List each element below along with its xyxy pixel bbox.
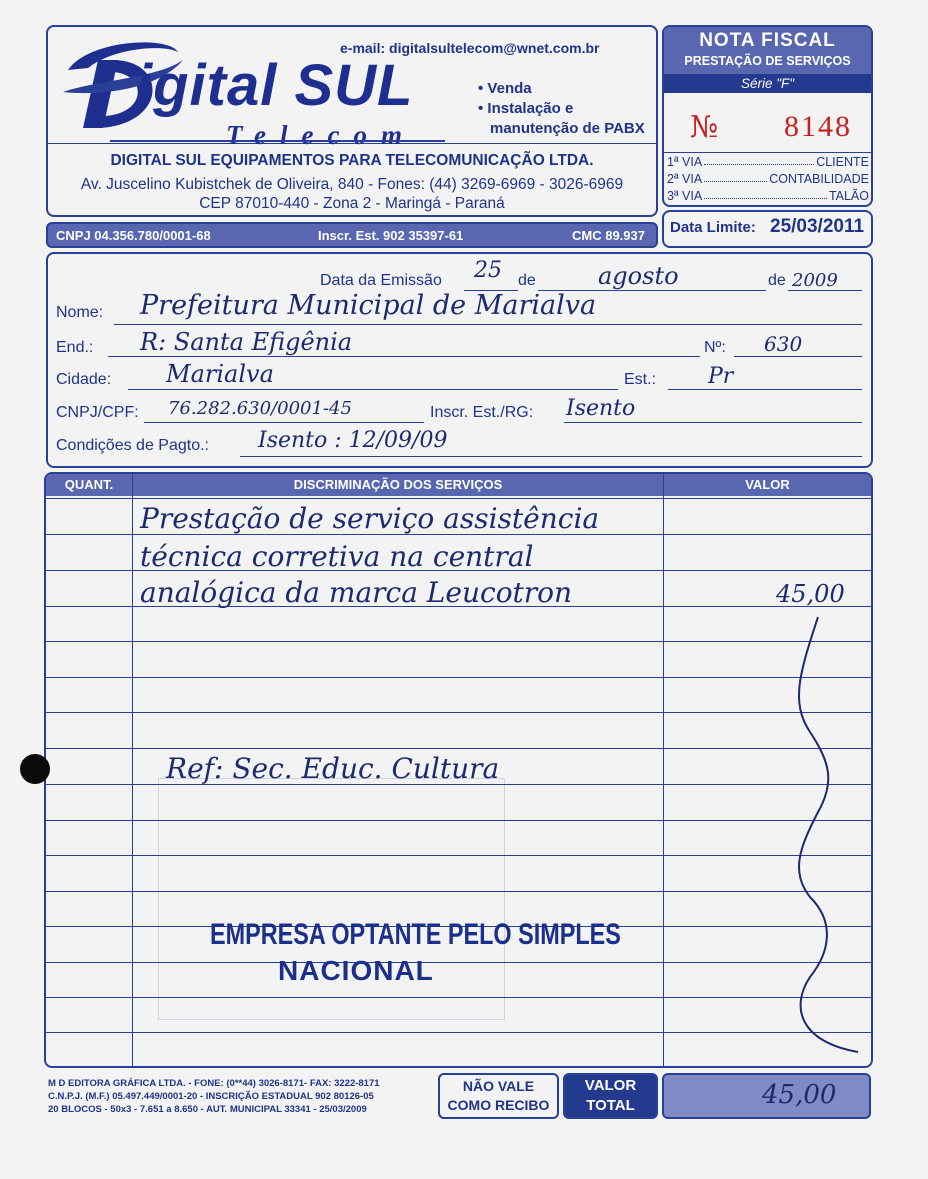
est-label: Est.: [624, 371, 657, 388]
company-cmc: CMC 89.937 [572, 228, 645, 243]
printer-info-2: C.N.P.J. (M.F.) 05.497.449/0001-20 - INSCRIÇÃO ESTADUAL 902 80126-05 [48, 1091, 374, 1102]
emissao-year: 2009 [792, 270, 838, 291]
company-address-cep: CEP 87010-440 - Zona 2 - Maringá - Paraná [199, 195, 505, 212]
cond-label: Condições de Pagto.: [56, 437, 209, 454]
emissao-label: Data da Emissão [320, 272, 442, 289]
logo-text: igital SUL [136, 53, 414, 118]
company-name: DIGITAL SUL EQUIPAMENTOS PARA TELECOMUNICAÇÃO LTDA. [110, 152, 594, 169]
via-3-label: 3ª VIA [667, 189, 703, 203]
service-line-1: Prestação de serviço assistência [140, 502, 600, 535]
emissao-month: agosto [598, 262, 679, 290]
via-2 [667, 172, 869, 186]
company-email: e-mail: digitalsultelecom@wnet.com.br [340, 40, 600, 56]
emissao-day: 25 [474, 258, 502, 283]
service-venda: • Venda [478, 80, 532, 97]
hole-punch [20, 754, 50, 784]
service-manutencao: manutenção de PABX [490, 120, 645, 137]
no-value: 630 [764, 332, 803, 356]
table-header-quant: QUANT. [46, 474, 132, 496]
company-insc-est: Inscr. Est. 902 35397-61 [318, 228, 464, 243]
end-value: R: Santa Efigênia [140, 328, 353, 356]
via-1-label: 1ª VIA [667, 155, 703, 169]
emissao-de1: de [518, 272, 536, 289]
total-label: TOTAL [586, 1097, 635, 1114]
table-header-valor: VALOR [664, 474, 871, 496]
nota-serie: Série "F" [740, 76, 795, 91]
data-limite-label: Data Limite: [670, 219, 756, 236]
valor-label: VALOR [584, 1077, 637, 1094]
table-header-discriminacao: DISCRIMINAÇÃO DOS SERVIÇOS [133, 474, 663, 496]
no-label: Nº: [704, 339, 726, 356]
valor-total-value: 45,00 [762, 1080, 837, 1110]
service-line-2: técnica corretiva na central [140, 540, 534, 573]
como-recibo-text: COMO RECIBO [447, 1097, 550, 1113]
via-2-label: 2ª VIA [667, 172, 703, 186]
nome-value: Prefeitura Municipal de Marialva [140, 290, 597, 321]
nao-vale-text: NÃO VALE [462, 1078, 535, 1094]
nota-subtitle: PRESTAÇÃO DE SERVIÇOS [684, 54, 851, 68]
est-value: Pr [708, 364, 734, 389]
company-address: Av. Juscelino Kubistchek de Oliveira, 840 - Fones: (44) 3269-6969 - 3026-6969 [80, 176, 624, 193]
cidade-label: Cidade: [56, 371, 112, 388]
via-3-dest: TALÃO [828, 189, 869, 203]
inscr-value: Isento [566, 396, 636, 421]
nota-title: NOTA FISCAL [699, 30, 836, 51]
simples-stamp-line1: EMPRESA OPTANTE PELO SIMPLES [210, 918, 621, 951]
void-wavy-line [780, 612, 870, 1062]
inscr-label: Inscr. Est./RG: [430, 404, 534, 421]
service-instalacao: • Instalação e [478, 100, 574, 117]
printer-info-3: 20 BLOCOS - 50x3 - 7.651 a 8.650 - AUT. MUNICIPAL 33341 - 25/03/2009 [48, 1104, 367, 1115]
via-3 [667, 189, 869, 203]
via-1 [667, 155, 869, 169]
service-line-value: 45,00 [776, 580, 845, 608]
service-ref: Ref: Sec. Educ. Cultura [166, 752, 500, 785]
cnpj-value: 76.282.630/0001-45 [168, 398, 352, 419]
nome-label: Nome: [56, 304, 104, 321]
nota-number-symbol: № [690, 110, 719, 145]
via-2-dest: CONTABILIDADE [769, 172, 869, 186]
cidade-value: Marialva [166, 360, 274, 388]
cnpj-label: CNPJ/CPF: [56, 404, 139, 421]
data-limite-value: 25/03/2011 [770, 216, 865, 237]
printer-info-1: M D EDITORA GRÁFICA LTDA. - FONE: (0**44) 3026-8171- FAX: 3222-8171 [48, 1078, 380, 1089]
simples-stamp-line2: NACIONAL [278, 955, 434, 986]
logo-subtext: Telecom [226, 120, 416, 150]
company-cnpj: CNPJ 04.356.780/0001-68 [56, 228, 211, 243]
via-1-dest: CLIENTE [816, 155, 869, 169]
nota-number: 8148 [784, 110, 852, 143]
service-line-3: analógica da marca Leucotron [140, 576, 573, 609]
emissao-de2: de [768, 272, 786, 289]
cond-value: Isento : 12/09/09 [258, 428, 448, 453]
end-label: End.: [56, 339, 94, 356]
